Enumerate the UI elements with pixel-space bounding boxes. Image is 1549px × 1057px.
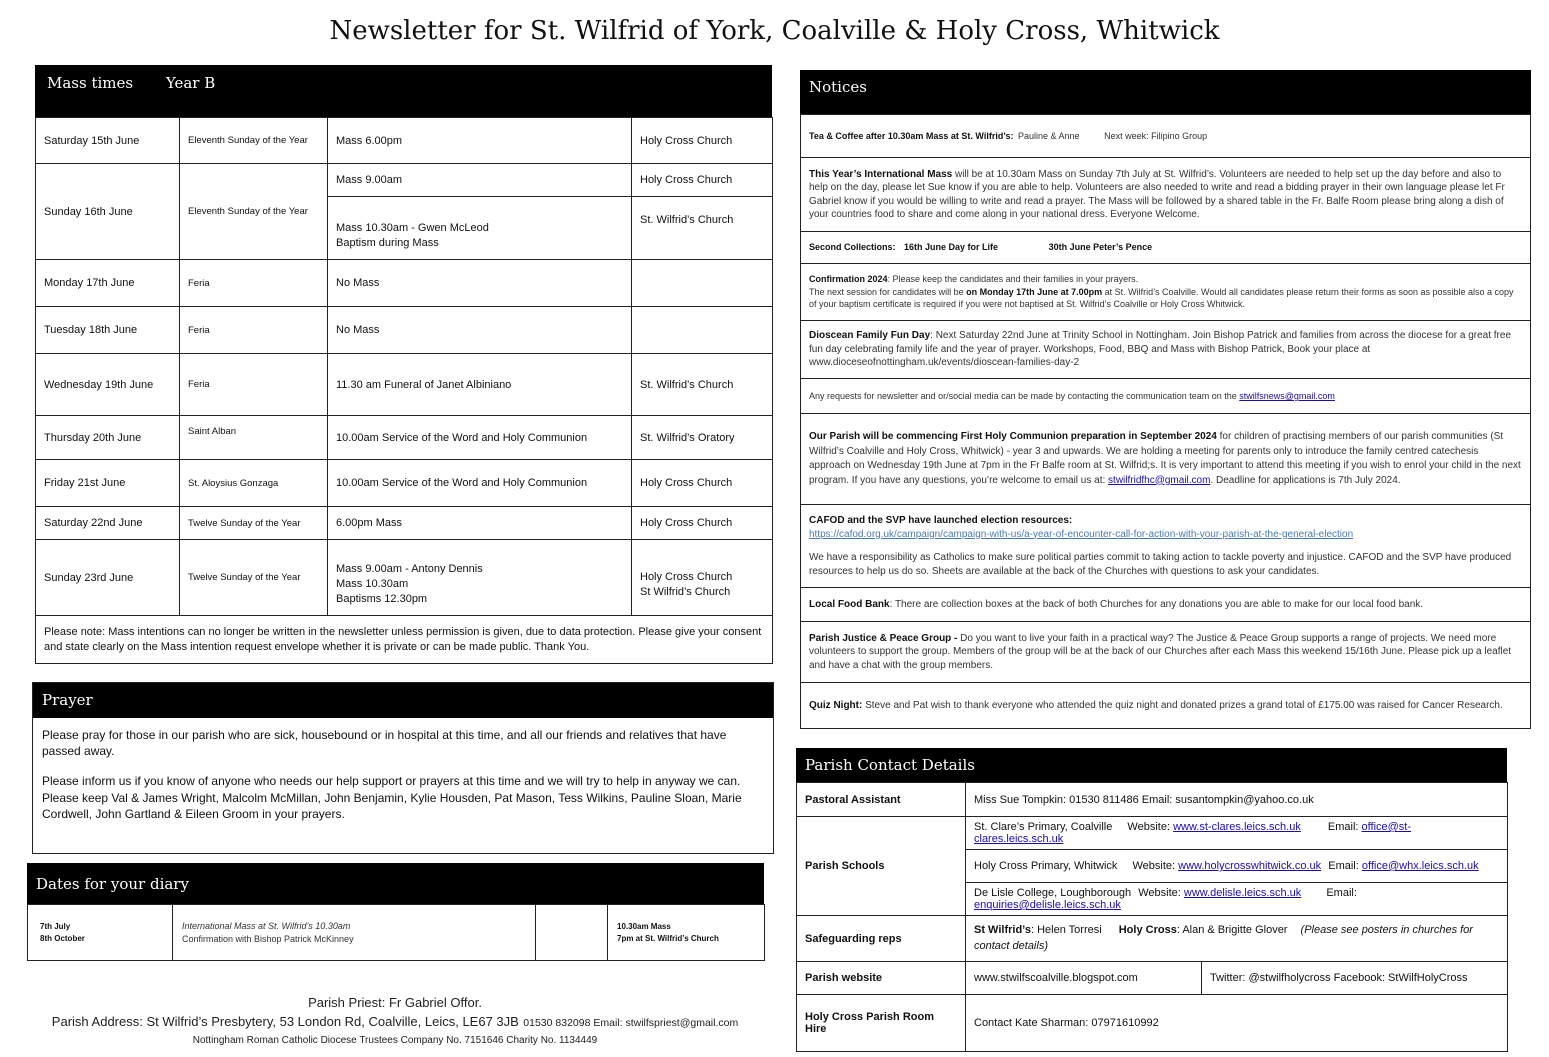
- table-row: [36, 616, 773, 664]
- mass-occasion: Saint Alban: [180, 416, 328, 460]
- contact-label: Pastoral Assistant: [797, 783, 966, 817]
- notice-conf-text: The next session for candidates will be: [809, 286, 964, 297]
- mass-detail: 11.30 am Funeral of Janet Albiniano: [328, 354, 632, 416]
- diary-table: [27, 904, 765, 961]
- mass-occasion: Feria: [180, 354, 328, 416]
- mass-occasion: Eleventh Sunday of the Year: [180, 118, 328, 164]
- diary-times: [608, 905, 765, 961]
- notice-conf-text: : Please keep the candidates and their families in your prayers.: [887, 274, 1139, 285]
- notice-fhc-end: . Deadline for applications is 7th July 2024.: [1210, 474, 1401, 486]
- mass-date: Saturday 22nd June: [36, 507, 180, 540]
- mass-location: Holy Cross Church: [632, 164, 773, 197]
- mass-detail: Mass 6.00pm: [328, 118, 632, 164]
- mass-location-line: St Wilfrid’s Church: [640, 585, 731, 598]
- mass-date: Wednesday 19th June: [36, 354, 180, 416]
- notice-conf-date: on Monday 17th June at 7.00pm: [966, 286, 1103, 297]
- contact-value: Contact Kate Sharman: 07971610992: [966, 995, 1508, 1052]
- table-row: [36, 354, 773, 416]
- notice-fun-text: : Next Saturday 22nd June at Trinity School in Nottingham. Join Bishop Patrick and families from across the diocese for a great free fun day celebrating family life and the year of prayer. Workshops, Food, BBQ and Mass with Bishop Patrick, Book your place at www.dioceseofnottingham.uk/events/dioscean-families-day-2: [809, 330, 1512, 369]
- mass-date: Sunday 23rd June: [36, 540, 180, 616]
- mass-intention-note: Please note: Mass intentions can no longer be written in the newsletter unless permission is given, due to data protection. Please give your consent and state clearly on the Mass intention request envelope whether it is private or can be made public. Thank You.: [36, 616, 773, 664]
- school-website-link[interactable]: www.delisle.leics.sch.uk: [1183, 887, 1302, 899]
- school-email-label: Email:: [1327, 821, 1359, 833]
- mass-detail-line: Mass 10.30am: [336, 578, 409, 591]
- mass-date: Monday 17th June: [36, 260, 180, 307]
- notice-second-2: 30th June Peter’s Pence: [1048, 242, 1153, 253]
- mass-date: Friday 21st June: [36, 460, 180, 507]
- newsletter-email-link[interactable]: stwilfsnews@gmail.com: [1239, 390, 1335, 401]
- notice-food-text: : There are collection boxes at the back of both Churches for any donations you are able to make for our local food bank.: [889, 598, 1424, 610]
- safeguard-note: (Please see posters in churches for contact details): [974, 924, 1473, 952]
- school-website-label: Website:: [1127, 821, 1171, 833]
- mass-location: [632, 307, 773, 354]
- school-name: St. Clare’s Primary, Coalville: [974, 821, 1113, 833]
- mass-date: Saturday 15th June: [36, 118, 180, 164]
- table-row: [797, 817, 1508, 850]
- contact-value: [966, 916, 1508, 962]
- notice-tea-names: Pauline & Anne: [1018, 130, 1080, 141]
- mass-detail: Mass 9.00am: [328, 164, 632, 197]
- notice-conf-text: at St. Wilfrid’s Coalville. Would all candidates please return their forms as soon as possible also a copy of your baptism certificate is required if you were not baptised at St. Wilfrid’s Coalville or Holy Cross Whitwick.: [809, 286, 1514, 310]
- notice-fun-title: Dioscean Family Fun Day: [809, 330, 931, 342]
- parish-phone-email: 01530 832098 Email: stwilfspriest@gmail.com: [523, 1017, 739, 1029]
- mass-date: Thursday 20th June: [36, 416, 180, 460]
- parish-website[interactable]: www.stwilfscoalville.blogspot.com: [966, 962, 1202, 995]
- notice-second-label: Second Collections:: [809, 242, 896, 253]
- mass-times-table: [35, 117, 773, 664]
- diary-date: 8th October: [40, 933, 85, 943]
- diary-section: [27, 863, 764, 961]
- diary-event: International Mass at St. Wilfrid’s 10.30am: [182, 921, 351, 932]
- school-email-label: Email:: [1328, 860, 1359, 872]
- parish-priest: Parish Priest: Fr Gabriel Offor.: [308, 995, 482, 1010]
- mass-location: Holy Cross Church: [632, 118, 773, 164]
- notice-item: [801, 158, 1531, 232]
- notice-intl-text: will be at 10.30am Mass on Sunday 7th July at St. Wilfrid’s. Volunteers are needed to help set up the day before and also to help on the day, please let Sue know if you are able to help. Volunteers are also needed to write and read a bidding prayer in their own language please let Fr Gabriel know if you would be willing to write and read a prayer. The Mass will be followed by a shared table in the Fr. Balfe Room please bring along a dish of your countries food to share and come along in your national dress. Everyone Welcome.: [809, 168, 1505, 220]
- notices-header: Notices: [800, 70, 1531, 114]
- mass-date: Sunday 16th June: [36, 164, 180, 260]
- mass-detail: No Mass: [328, 307, 632, 354]
- mass-times-section: [35, 65, 772, 664]
- table-row: [797, 995, 1508, 1052]
- notice-tea-label: Tea & Coffee after 10.30am Mass at St. Wilfrid’s:: [809, 130, 1014, 141]
- liturgical-year: Year B: [165, 74, 216, 92]
- mass-location: St. Wilfrid’s Oratory: [632, 416, 773, 460]
- contact-label: Parish website: [797, 962, 966, 995]
- diary-event: Confirmation with Bishop Patrick McKinney: [182, 933, 354, 944]
- notices-section: [800, 70, 1531, 729]
- parish-social: Twitter: @stwilfholycross Facebook: StWilfHolyCross: [1202, 962, 1508, 995]
- page-title: Newsletter for St. Wilfrid of York, Coalville & Holy Cross, Whitwick: [329, 16, 1220, 46]
- school-row: [966, 850, 1508, 883]
- mass-date: Tuesday 18th June: [36, 307, 180, 354]
- diary-dates: [28, 905, 173, 961]
- notice-cafod-title: CAFOD and the SVP have launched election resources:: [809, 515, 1073, 526]
- table-row: [36, 460, 773, 507]
- diary-time: 10.30am Mass: [617, 922, 671, 932]
- table-row: [36, 416, 773, 460]
- diary-events: [173, 905, 536, 961]
- mass-detail: [328, 540, 632, 616]
- notice-fhc-text: for children of practising members of our parish communities (St Wilfrid’s Coalville and Holy Cross, Whitwick) - year 3 and upwards. We are holding a meeting for parents only to introduce the family centred catechesis approach on Wednesday 19th June at 7pm in the Fr Balfe room at St. Wilfrid;s. It is very important to attend this meeting if you wish to enrol your child in the next program. If you have any questions, you’re welcome to email us at:: [809, 431, 1521, 486]
- fhc-email-link[interactable]: stwilfridfhc@gmail.com: [1108, 474, 1211, 486]
- table-row: [797, 916, 1508, 962]
- table-row: [36, 118, 773, 164]
- notice-tea-next: Next week: Filipino Group: [1104, 130, 1208, 141]
- cafod-link[interactable]: https://cafod.org.uk/campaign/campaign-with-us/a-year-of-encounter-call-for-action-with-your-parish-at-the-general-election: [809, 528, 1354, 540]
- safeguard-hc-label: Holy Cross: [1118, 924, 1177, 937]
- notice-quiz-title: Quiz Night:: [809, 699, 863, 711]
- mass-detail-line: Baptisms 12.30pm: [336, 593, 428, 606]
- school-website-label: Website:: [1132, 860, 1176, 872]
- notice-quiz-text: Steve and Pat wish to thank everyone who attended the quiz night and donated prizes a grand total of £175.00 was raised for Cancer Research.: [865, 699, 1503, 711]
- contacts-header: Parish Contact Details: [796, 748, 1507, 782]
- school-email-link[interactable]: enquiries@delisle.leics.sch.uk: [974, 899, 1121, 911]
- school-row: [966, 883, 1508, 916]
- notice-jp-text: Do you want to live your faith in a practical way? The Justice & Peace Group supports a range of projects. We need more volunteers to support the group. Members of the group will be at the back of our Churches after each Mass this weekend 15/16th June. Please pick up a leaflet and have a chat with the group members.: [809, 632, 1512, 671]
- prayer-paragraph: Please inform us if you know of anyone who needs our help support or prayers at this time and we will try to help in anyway we can. Please keep Val & James Wright, Malcolm McMillan, John Benjamin, Kylie Housden, Pat Mason, Tess Wilkins, Pauline Sloan, Marie Cordwell, John Gartland & Eileen Groom in your prayers.: [42, 774, 742, 821]
- notice-item: [801, 321, 1531, 379]
- table-row: [28, 905, 765, 961]
- contact-label: Safeguarding reps: [797, 916, 966, 962]
- mass-location-line: Holy Cross Church: [640, 570, 733, 583]
- notice-requests-text: Any requests for newsletter and or/social media can be made by contacting the communication team on the: [809, 390, 1237, 401]
- notices-table: [800, 114, 1531, 729]
- notice-item: [801, 232, 1531, 264]
- contact-label: Holy Cross Parish Room Hire: [797, 995, 966, 1052]
- safeguard-sw-label: St Wilfrid’s: [974, 924, 1031, 937]
- mass-occasion: Feria: [180, 260, 328, 307]
- notice-item: [801, 588, 1531, 622]
- mass-detail: 10.00am Service of the Word and Holy Communion: [328, 416, 632, 460]
- mass-occasion: Twelve Sunday of the Year: [180, 507, 328, 540]
- contact-label: Parish Schools: [797, 817, 966, 916]
- safeguard-sw-name: : Helen Torresi: [1030, 924, 1102, 937]
- mass-location: Holy Cross Church: [632, 507, 773, 540]
- school-website-label: Website:: [1138, 887, 1181, 899]
- diary-time: 7pm at St. Wilfrid’s Church: [617, 933, 719, 943]
- school-website-link[interactable]: www.st-clares.leics.sch.uk: [1173, 821, 1301, 833]
- mass-times-header: [35, 65, 772, 117]
- parish-address-line: [20, 1012, 770, 1033]
- notice-item: [801, 622, 1531, 683]
- mass-location: Holy Cross Church: [632, 460, 773, 507]
- diary-date: 7th July: [40, 922, 71, 932]
- notice-cafod-text: We have a responsibility as Catholics to make sure political parties commit to taking action to tackle poverty and injustice. CAFOD and the SVP have produced resources to help us do so. Sheets are available at the back of the Churches with questions to ask your candidates.: [809, 552, 1512, 577]
- notice-food-title: Local Food Bank: [809, 598, 890, 610]
- school-email-link[interactable]: office@st-clares.leics.sch.uk: [974, 821, 1412, 845]
- parish-footer: [20, 994, 770, 1049]
- mass-location: [632, 540, 773, 616]
- table-row: [797, 783, 1508, 817]
- charity-info: Nottingham Roman Catholic Diocese Trustees Company No. 7151646 Charity No. 1134449: [192, 1035, 598, 1046]
- mass-location: [632, 260, 773, 307]
- contacts-section: [796, 748, 1507, 1052]
- parish-address: Parish Address: St Wilfrid’s Presbytery, 53 London Rd, Coalville, Leics, LE67 3JB: [51, 1014, 519, 1029]
- diary-header: Dates for your diary: [27, 863, 764, 904]
- mass-detail-line: Mass 9.00am - Antony Dennis: [336, 563, 483, 576]
- diary-blank: [536, 905, 608, 961]
- prayer-body: [33, 718, 773, 831]
- table-row: [36, 540, 773, 616]
- notice-item: [801, 115, 1531, 158]
- contact-value: Miss Sue Tompkin: 01530 811486 Email: susantompkin@yahoo.co.uk: [966, 783, 1508, 817]
- notice-jp-title: Parish Justice & Peace Group -: [809, 632, 958, 644]
- mass-detail: No Mass: [328, 260, 632, 307]
- notice-item: [801, 264, 1531, 321]
- notice-conf-title: Confirmation 2024: [809, 274, 888, 285]
- safeguard-hc-name: : Alan & Brigitte Glover: [1176, 924, 1288, 937]
- table-row: [36, 307, 773, 354]
- school-name: De Lisle College, Loughborough: [974, 887, 1132, 899]
- notice-intl-title: This Year’s International Mass: [809, 168, 953, 180]
- mass-detail-line: Baptism during Mass: [336, 237, 439, 250]
- mass-times-title: Mass times: [47, 74, 134, 92]
- mass-occasion: St. Aloysius Gonzaga: [180, 460, 328, 507]
- notice-item: [801, 683, 1531, 729]
- mass-detail-line: Mass 10.30am - Gwen McLeod: [336, 222, 489, 235]
- school-name: Holy Cross Primary, Whitwick: [974, 860, 1118, 872]
- mass-location: St. Wilfrid’s Church: [632, 197, 773, 260]
- mass-location: St. Wilfrid’s Church: [632, 354, 773, 416]
- mass-detail: 6.00pm Mass: [328, 507, 632, 540]
- table-row: [36, 260, 773, 307]
- mass-occasion: Feria: [180, 307, 328, 354]
- prayer-paragraph: Please pray for those in our parish who are sick, housebound or in hospital at this time, and all our friends and relatives that have passed away.: [42, 728, 727, 759]
- table-row: [36, 164, 773, 197]
- contacts-table: [796, 782, 1508, 1052]
- notice-fhc-title: Our Parish will be commencing First Holy Communion preparation in September 2024: [809, 431, 1217, 442]
- mass-occasion: Eleventh Sunday of the Year: [180, 164, 328, 260]
- school-website-link[interactable]: www.holycrosswhitwick.co.uk: [1178, 860, 1322, 872]
- table-row: [797, 962, 1508, 995]
- school-email-label: Email:: [1326, 887, 1357, 899]
- prayer-section: [32, 682, 774, 854]
- mass-occasion: Twelve Sunday of the Year: [180, 540, 328, 616]
- prayer-header: Prayer: [33, 683, 773, 718]
- notice-second-1: 16th June Day for Life: [904, 242, 999, 253]
- mass-detail: 10.00am Service of the Word and Holy Communion: [328, 460, 632, 507]
- school-row: [966, 817, 1508, 850]
- notice-item: [801, 414, 1531, 505]
- table-row: [36, 507, 773, 540]
- notice-item: [801, 505, 1531, 588]
- notice-item: [801, 379, 1531, 414]
- mass-detail: [328, 197, 632, 260]
- school-email-link[interactable]: office@whx.leics.sch.uk: [1361, 860, 1479, 872]
